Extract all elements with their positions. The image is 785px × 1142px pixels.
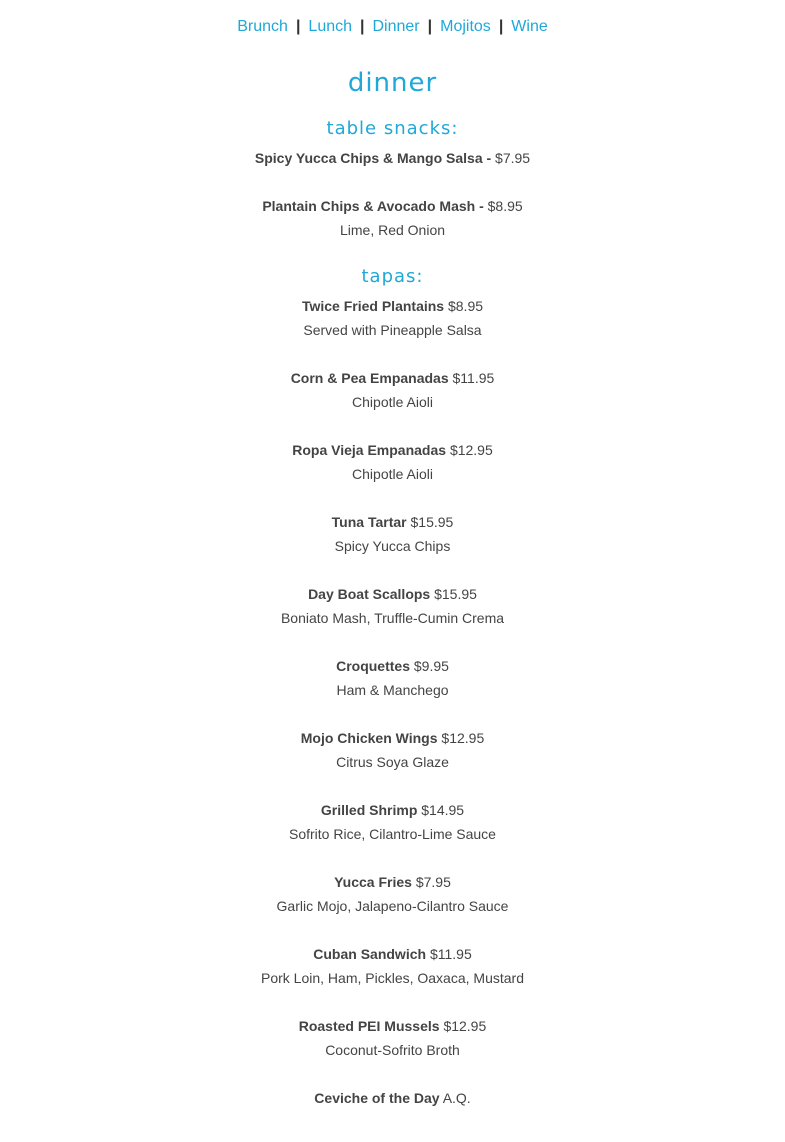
menu-item-name: Spicy Yucca Chips & Mango Salsa -: [254, 150, 492, 166]
menu-item: [0, 1086, 785, 1110]
menu-item-line: [0, 294, 785, 318]
menu-item: [0, 194, 785, 242]
menu-item-price: $11.95: [429, 946, 472, 962]
menu-item-name: Mojo Chicken Wings: [300, 730, 438, 746]
menu-item-name: Yucca Fries: [334, 874, 412, 890]
menu-item-line: [0, 1086, 785, 1110]
menu-item-description: Served with Pineapple Salsa: [303, 322, 482, 338]
menu-item-line: [0, 1014, 785, 1038]
menu-item-name: Day Boat Scallops: [308, 586, 431, 602]
menu-item-description: Chipotle Aioli: [352, 466, 433, 482]
menu-item-price: $7.95: [415, 874, 451, 890]
menu-item-price: $12.95: [443, 1018, 487, 1034]
menu-item: [0, 870, 785, 918]
menu-item-description: Chipotle Aioli: [352, 394, 433, 410]
menu-item-name: Plantain Chips & Avocado Mash -: [262, 198, 484, 214]
menu-nav: [0, 17, 785, 37]
menu-item-description: Sofrito Rice, Cilantro-Lime Sauce: [289, 826, 496, 842]
menu-item-line: [0, 438, 785, 462]
menu-item: [0, 438, 785, 486]
menu-item: [0, 294, 785, 342]
menu-item-name: Corn & Pea Empanadas: [290, 370, 449, 386]
menu-item-line: [0, 366, 785, 390]
menu-item-name: Ceviche of the Day: [314, 1090, 440, 1106]
menu-item: [0, 798, 785, 846]
menu-item-name: Ropa Vieja Empanadas: [292, 442, 447, 458]
menu-item: [0, 942, 785, 990]
menu-item-line: [0, 942, 785, 966]
nav-link-dinner[interactable]: Dinner: [372, 18, 420, 35]
menu-item-description: Spicy Yucca Chips: [334, 538, 451, 554]
menu-item-line: [0, 510, 785, 534]
nav-link-brunch[interactable]: Brunch: [237, 18, 288, 35]
menu-item-description: Garlic Mojo, Jalapeno-Cilantro Sauce: [276, 898, 509, 914]
menu-item-line: [0, 654, 785, 678]
nav-link-mojitos[interactable]: Mojitos: [440, 18, 491, 35]
menu-item-line: [0, 870, 785, 894]
menu-item-price: $12.95: [441, 730, 485, 746]
menu-item-price: $15.95: [434, 586, 477, 602]
menu-item-line: [0, 146, 785, 170]
section-heading-tapas: tapas:: [361, 266, 424, 287]
menu-item-description: Boniato Mash, Truffle-Cumin Crema: [280, 610, 505, 626]
menu-item: [0, 582, 785, 630]
menu-item-price: A.Q.: [442, 1090, 471, 1106]
nav-separator: |: [498, 18, 504, 35]
menu-item: [0, 146, 785, 170]
nav-separator: |: [360, 18, 365, 35]
menu-item-name: Tuna Tartar: [331, 514, 407, 530]
menu-item-line: [0, 726, 785, 750]
menu-item-price: $9.95: [413, 658, 449, 674]
menu-item: [0, 366, 785, 414]
menu-item: [0, 654, 785, 702]
menu-item-description: Coconut-Sofrito Broth: [325, 1042, 460, 1058]
menu-item-line: [0, 798, 785, 822]
section-heading-table-snacks: table snacks:: [326, 118, 459, 139]
menu-item-description: Ham & Manchego: [336, 682, 449, 698]
menu-item-price: $8.95: [487, 198, 523, 214]
menu-content: [0, 116, 785, 1134]
menu-item-line: [0, 194, 785, 218]
menu-item-price: $8.95: [447, 298, 484, 314]
nav-separator: |: [295, 18, 301, 35]
menu-item-line: [0, 582, 785, 606]
nav-link-lunch[interactable]: Lunch: [308, 18, 353, 35]
nav-link-wine[interactable]: Wine: [511, 18, 548, 35]
menu-item: [0, 510, 785, 558]
menu-item: [0, 1014, 785, 1062]
nav-separator: |: [427, 18, 433, 35]
menu-item-name: Cuban Sandwich: [313, 946, 427, 962]
menu-item-description: Pork Loin, Ham, Pickles, Oaxaca, Mustard: [261, 970, 524, 986]
menu-item-name: Grilled Shrimp: [320, 802, 418, 818]
menu-item-price: $15.95: [410, 514, 454, 530]
menu-item-price: $12.95: [449, 442, 493, 458]
menu-item-name: Roasted PEI Mussels: [298, 1018, 440, 1034]
menu-item-price: $11.95: [452, 370, 495, 386]
menu-item-name: Twice Fried Plantains: [301, 298, 445, 314]
page-title: dinner: [347, 68, 438, 98]
menu-item-name: Croquettes: [336, 658, 410, 674]
menu-item-description: Citrus Soya Glaze: [336, 754, 449, 770]
menu-item-description: Lime, Red Onion: [339, 222, 446, 238]
menu-item-price: $14.95: [421, 802, 465, 818]
menu-item-price: $7.95: [495, 150, 531, 166]
menu-item: [0, 726, 785, 774]
